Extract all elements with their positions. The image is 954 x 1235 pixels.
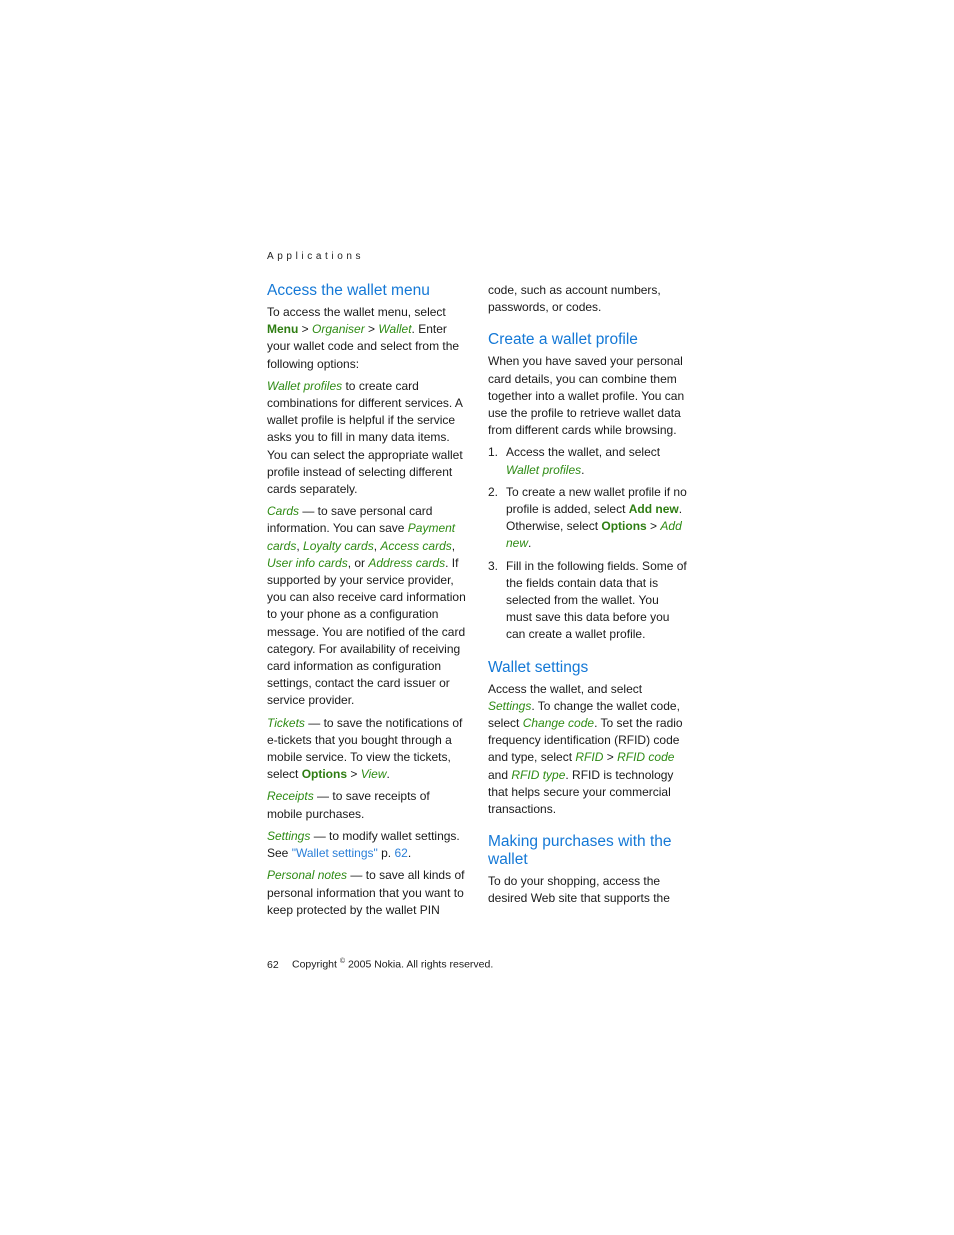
rfid-type-term: RFID type xyxy=(511,767,566,782)
options-keyword: Options xyxy=(301,767,348,782)
user-info-cards-term: User info cards xyxy=(267,555,348,570)
step-text: To create a new wallet profile if no profile is added, select xyxy=(506,484,687,517)
receipts-text: — to save receipts of mobile purchases. xyxy=(267,789,430,821)
period: . xyxy=(581,462,585,477)
access-cards-term: Access cards xyxy=(380,538,452,553)
right-column xyxy=(488,282,688,913)
wallet-settings-paragraph xyxy=(488,681,688,819)
rfid-term: RFID xyxy=(575,750,604,765)
step-2 xyxy=(488,484,688,553)
wallet-term: Wallet xyxy=(378,322,412,337)
step-text: . Otherwise, select xyxy=(506,502,683,534)
loyalty-cards-term: Loyalty cards xyxy=(303,538,374,553)
page-62-link[interactable]: 62 xyxy=(394,846,408,861)
comma: , xyxy=(451,538,456,553)
spacer xyxy=(488,649,688,659)
cards-term: Cards xyxy=(267,504,300,519)
separator: > xyxy=(347,767,361,782)
view-term: View xyxy=(360,767,387,782)
ws-text: . To set the radio frequency identification (RFID) code and type, select xyxy=(488,716,683,765)
option-receipts xyxy=(267,788,467,822)
ws-text: and xyxy=(488,767,512,782)
wallet-profiles-term: Wallet profiles xyxy=(506,462,582,477)
step-text: Fill in the following fields. Some of the fields contain data that is selected from the wallet. You must save this data before you can create a wallet profile. xyxy=(506,558,687,642)
page-footer xyxy=(267,958,493,971)
comma: , xyxy=(296,538,304,553)
step-3 xyxy=(488,558,688,644)
personal-notes-text: — to save all kinds of personal information that you want to keep protected by the wallet PIN xyxy=(267,868,465,917)
period: . xyxy=(407,846,412,861)
options-keyword: Options xyxy=(601,519,647,534)
settings-term: Settings xyxy=(488,698,532,713)
ws-text: . To change the wallet code, select xyxy=(488,698,680,731)
copyright-text: Copyright xyxy=(292,958,340,971)
separator: > xyxy=(364,322,379,337)
step-1 xyxy=(488,444,688,478)
tickets-term: Tickets xyxy=(267,715,305,730)
separator: > xyxy=(603,750,618,765)
settings-term: Settings xyxy=(267,828,311,843)
heading-create-wallet-profile: Create a wallet profile xyxy=(488,331,638,349)
add-new-keyword: Add new xyxy=(628,502,679,517)
option-cards xyxy=(267,503,467,709)
separator: > xyxy=(646,519,661,534)
wallet-profiles-term: Wallet profiles xyxy=(267,378,343,393)
steps-list xyxy=(488,444,688,643)
copyright-text: 2005 Nokia. All rights reserved. xyxy=(345,958,494,971)
cards-text-end: . If supported by your service provider, you can also receive card information to your phone as a configuration message. You are notified of the card category. For availability of receiving card information as configuration settings, contact the card issuer or service provider. xyxy=(267,555,466,708)
step-number: 3. xyxy=(488,558,499,573)
option-personal-notes xyxy=(267,867,467,919)
step-text: Access the wallet, and select xyxy=(506,445,661,460)
add-new-term: Add new xyxy=(506,519,682,551)
comma: , xyxy=(373,538,381,553)
change-code-term: Change code xyxy=(522,716,595,731)
comma-or: , or xyxy=(347,555,369,570)
continued-text: code, such as account numbers, passwords, or codes. xyxy=(488,283,661,315)
step-number: 1. xyxy=(488,445,499,460)
spacer xyxy=(488,321,688,331)
rfid-code-term: RFID code xyxy=(617,750,675,765)
ws-text: . RFID is technology that helps secure your commercial transactions. xyxy=(488,767,674,817)
settings-text: — to modify wallet settings. See xyxy=(267,828,460,861)
heading-access-wallet-menu: Access the wallet menu xyxy=(267,282,430,299)
wallet-profiles-text: to create card combinations for different services. A wallet profile is helpful if the service asks you to fill in many data items. You can select the appropriate wallet profile instead of selecting different cards separately. xyxy=(267,378,463,497)
heading-wallet-settings: Wallet settings xyxy=(488,658,589,676)
step-number: 2. xyxy=(488,484,499,499)
tickets-text: — to save the notifications of e-tickets that you bought through a mobile service. To view the tickets, select xyxy=(267,715,463,782)
wallet-settings-link[interactable]: "Wallet settings" xyxy=(291,846,378,861)
personal-notes-term: Personal notes xyxy=(267,868,348,883)
purchase-paragraph: To do your shopping, access the desired Web site that supports the xyxy=(488,874,670,906)
option-tickets xyxy=(267,715,467,784)
cards-text: — to save personal card information. You can save xyxy=(267,504,433,536)
left-column xyxy=(267,282,467,924)
spacer xyxy=(488,823,688,833)
menu-keyword: Menu xyxy=(267,322,299,337)
intro-text: To access the wallet menu, select xyxy=(267,305,446,319)
organiser-term: Organiser xyxy=(312,322,365,337)
section-header: Applications xyxy=(267,251,365,262)
payment-cards-term: Payment cards xyxy=(267,521,456,553)
period: . xyxy=(528,536,532,551)
page-ref-text: p. xyxy=(377,846,395,861)
receipts-term: Receipts xyxy=(267,789,314,804)
option-settings xyxy=(267,828,467,862)
create-intro: When you have saved your personal card details, you can combine them together into a wallet profile. You can use the profile to retrieve wallet data from different cards while browsing. xyxy=(488,354,685,438)
separator: > xyxy=(298,322,313,337)
intro-paragraph xyxy=(267,304,467,373)
heading-making-purchases: Making purchases with the wallet xyxy=(488,833,672,869)
page-number: 62 xyxy=(267,958,279,971)
ws-text: Access the wallet, and select xyxy=(488,681,643,696)
address-cards-term: Address cards xyxy=(368,555,446,570)
period: . xyxy=(386,767,390,782)
option-wallet-profiles xyxy=(267,378,467,498)
intro-text-end: . Enter your wallet code and select from the following options: xyxy=(267,322,460,371)
copyright-symbol: © xyxy=(339,958,346,965)
